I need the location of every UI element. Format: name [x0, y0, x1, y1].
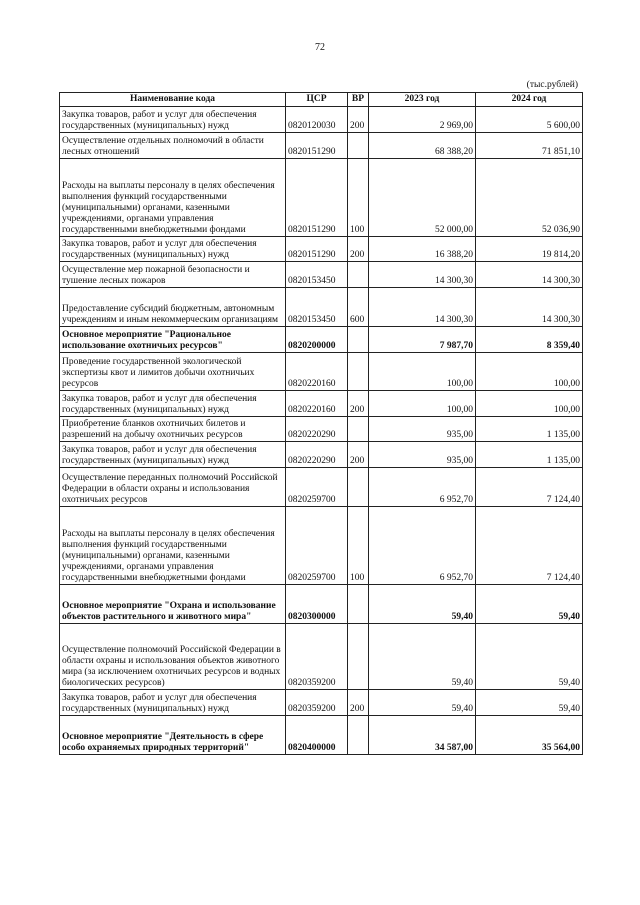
row-vr: 200	[348, 442, 369, 468]
header-2023: 2023 год	[369, 93, 476, 107]
header-name: Наименование кода	[60, 93, 286, 107]
row-csr: 0820200000	[286, 327, 348, 353]
page-number: 72	[315, 42, 325, 53]
budget-table	[59, 92, 583, 755]
row-name: Осуществление переданных полномочий Российской Федерации в области охраны и использования охотничьих ресурсов	[60, 468, 286, 507]
table-row	[60, 624, 583, 690]
row-name: Осуществление полномочий Российской Федерации в области охраны и использования объектов животного мира (за исключением охотничьих ресурсов и водных биологических ресурсов)	[60, 624, 286, 690]
row-value-2024: 71 851,10	[476, 133, 583, 159]
row-value-2024: 52 036,90	[476, 159, 583, 237]
row-value-2024: 100,00	[476, 353, 583, 391]
row-name: Закупка товаров, работ и услуг для обеспечения государственных (муниципальных) нужд	[60, 237, 286, 262]
row-value-2024: 100,00	[476, 391, 583, 417]
row-name: Расходы на выплаты персоналу в целях обеспечения выполнения функций государственными (муниципальными) органами, казенными учреждениями, органами управления государственными внебюджетными фондами	[60, 507, 286, 585]
row-csr: 0820220160	[286, 391, 348, 417]
row-value-2023: 68 388,20	[369, 133, 476, 159]
row-vr: 200	[348, 690, 369, 716]
row-value-2024: 7 124,40	[476, 468, 583, 507]
row-value-2023: 935,00	[369, 442, 476, 468]
row-name: Закупка товаров, работ и услуг для обеспечения государственных (муниципальных) нужд	[60, 107, 286, 133]
row-vr	[348, 716, 369, 755]
table-row	[60, 442, 583, 468]
table-row	[60, 468, 583, 507]
row-value-2023: 100,00	[369, 353, 476, 391]
row-csr: 0820300000	[286, 585, 348, 624]
row-csr: 0820220160	[286, 353, 348, 391]
units-note: (тыс.рублей)	[526, 80, 578, 90]
row-csr: 0820151290	[286, 159, 348, 237]
header-csr: ЦСР	[286, 93, 348, 107]
row-name: Осуществление мер пожарной безопасности и тушение лесных пожаров	[60, 262, 286, 288]
row-name: Основное мероприятие "Охрана и использование объектов растительного и животного мира"	[60, 585, 286, 624]
row-value-2023: 2 969,00	[369, 107, 476, 133]
row-name: Основное мероприятие "Деятельность в сфере особо охраняемых природных территорий"	[60, 716, 286, 755]
row-vr	[348, 417, 369, 442]
row-vr	[348, 327, 369, 353]
row-name: Закупка товаров, работ и услуг для обеспечения государственных (муниципальных) нужд	[60, 391, 286, 417]
row-csr: 0820153450	[286, 288, 348, 327]
row-value-2024: 59,40	[476, 690, 583, 716]
row-value-2023: 59,40	[369, 690, 476, 716]
row-vr	[348, 353, 369, 391]
row-value-2023: 6 952,70	[369, 507, 476, 585]
table-row	[60, 107, 583, 133]
table-row	[60, 690, 583, 716]
row-value-2024: 1 135,00	[476, 417, 583, 442]
row-vr	[348, 262, 369, 288]
table-row	[60, 133, 583, 159]
row-value-2023: 100,00	[369, 391, 476, 417]
row-csr: 0820259700	[286, 468, 348, 507]
row-value-2024: 59,40	[476, 624, 583, 690]
table-row	[60, 353, 583, 391]
row-vr: 100	[348, 159, 369, 237]
row-csr: 0820359200	[286, 624, 348, 690]
header-vr: ВР	[348, 93, 369, 107]
row-name: Проведение государственной экологической экспертизы квот и лимитов добычи охотничьих ресурсов	[60, 353, 286, 391]
row-csr: 0820153450	[286, 262, 348, 288]
row-value-2024: 59,40	[476, 585, 583, 624]
table-row	[60, 159, 583, 237]
row-value-2023: 935,00	[369, 417, 476, 442]
row-value-2024: 19 814,20	[476, 237, 583, 262]
table-row	[60, 262, 583, 288]
row-csr: 0820120030	[286, 107, 348, 133]
row-csr: 0820220290	[286, 442, 348, 468]
row-csr: 0820359200	[286, 690, 348, 716]
header-2024: 2024 год	[476, 93, 583, 107]
table-row	[60, 327, 583, 353]
row-value-2024: 35 564,00	[476, 716, 583, 755]
row-vr: 100	[348, 507, 369, 585]
row-vr: 200	[348, 391, 369, 417]
row-name: Приобретение бланков охотничьих билетов и разрешений на добычу охотничьих ресурсов	[60, 417, 286, 442]
row-vr	[348, 585, 369, 624]
row-value-2024: 5 600,00	[476, 107, 583, 133]
row-name: Закупка товаров, работ и услуг для обеспечения государственных (муниципальных) нужд	[60, 690, 286, 716]
row-csr: 0820220290	[286, 417, 348, 442]
row-vr: 200	[348, 237, 369, 262]
table-row	[60, 288, 583, 327]
table-row	[60, 716, 583, 755]
row-value-2023: 59,40	[369, 585, 476, 624]
row-csr: 0820259700	[286, 507, 348, 585]
row-value-2024: 14 300,30	[476, 288, 583, 327]
table-row	[60, 507, 583, 585]
table-row	[60, 237, 583, 262]
row-name: Основное мероприятие "Рациональное использование охотничьих ресурсов"	[60, 327, 286, 353]
row-csr: 0820151290	[286, 237, 348, 262]
row-csr: 0820151290	[286, 133, 348, 159]
table-row	[60, 417, 583, 442]
row-value-2023: 14 300,30	[369, 288, 476, 327]
row-value-2024: 8 359,40	[476, 327, 583, 353]
row-value-2023: 59,40	[369, 624, 476, 690]
row-value-2023: 6 952,70	[369, 468, 476, 507]
row-vr	[348, 468, 369, 507]
row-value-2024: 14 300,30	[476, 262, 583, 288]
row-value-2023: 7 987,70	[369, 327, 476, 353]
row-vr	[348, 624, 369, 690]
row-vr: 200	[348, 107, 369, 133]
row-name: Осуществление отдельных полномочий в области лесных отношений	[60, 133, 286, 159]
row-value-2024: 7 124,40	[476, 507, 583, 585]
row-csr: 0820400000	[286, 716, 348, 755]
row-vr	[348, 133, 369, 159]
row-name: Расходы на выплаты персоналу в целях обеспечения выполнения функций государственными (муниципальными) органами, казенными учреждениями, органами управления государственными внебюджетными фондами	[60, 159, 286, 237]
row-vr: 600	[348, 288, 369, 327]
row-value-2023: 16 388,20	[369, 237, 476, 262]
row-name: Предоставление субсидий бюджетным, автономным учреждениям и иным некоммерческим организациям	[60, 288, 286, 327]
table-header-row	[60, 93, 583, 107]
table-body	[60, 107, 583, 755]
table-row	[60, 391, 583, 417]
row-value-2023: 14 300,30	[369, 262, 476, 288]
row-value-2024: 1 135,00	[476, 442, 583, 468]
row-name: Закупка товаров, работ и услуг для обеспечения государственных (муниципальных) нужд	[60, 442, 286, 468]
table-row	[60, 585, 583, 624]
row-value-2023: 52 000,00	[369, 159, 476, 237]
row-value-2023: 34 587,00	[369, 716, 476, 755]
